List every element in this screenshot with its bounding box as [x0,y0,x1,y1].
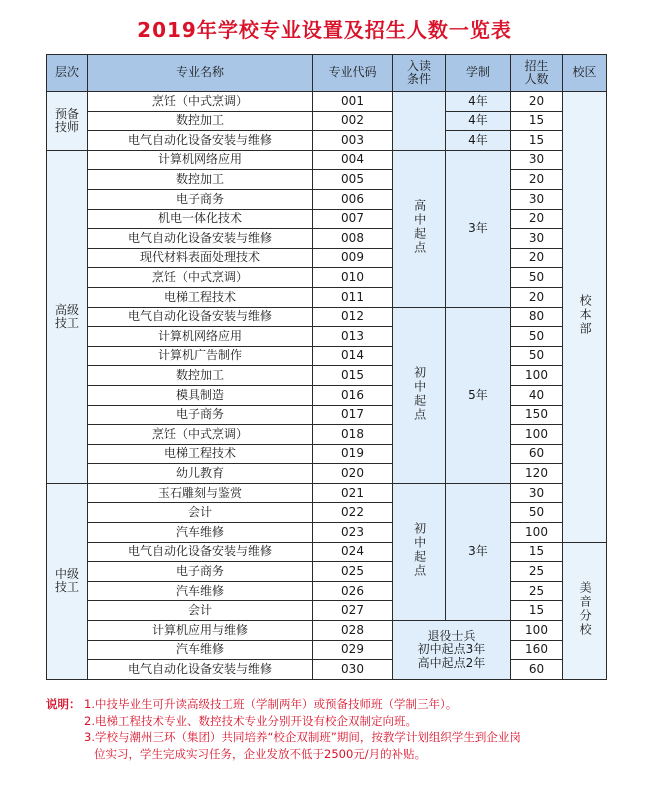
table-row [47,523,607,543]
entry-condition [393,621,511,680]
major-code: 015 [313,366,393,386]
table-row [47,562,607,582]
enrollment-count: 50 [511,327,563,347]
enrollment-count: 20 [511,92,563,112]
major-code: 018 [313,425,393,445]
enrollment-count: 60 [511,660,563,680]
major-name: 电气自动化设备安装与维修 [88,229,313,249]
duration: 3年 [446,483,511,620]
table-row [47,327,607,347]
duration: 4年 [446,111,511,131]
table-row [47,287,607,307]
table-row [47,660,607,680]
table-row [47,405,607,425]
major-code: 006 [313,189,393,209]
enrollment-count: 30 [511,150,563,170]
major-name: 玉石雕刻与鉴赏 [88,483,313,503]
major-name: 汽车维修 [88,523,313,543]
enrollment-count: 160 [511,640,563,660]
header-cap: 招生人数 [511,55,563,92]
table-row [47,385,607,405]
major-code: 023 [313,523,393,543]
header-cond: 入读条件 [393,55,446,92]
header-level: 层次 [47,55,88,92]
major-name: 幼儿教育 [88,464,313,484]
major-code: 022 [313,503,393,523]
entry-condition: 初中起点 [393,483,446,620]
table-row [47,464,607,484]
major-code: 009 [313,248,393,268]
major-name: 电气自动化设备安装与维修 [88,131,313,151]
major-name: 现代材料表面处理技术 [88,248,313,268]
enrollment-count: 25 [511,581,563,601]
notes [46,696,616,763]
table-row [47,346,607,366]
enrollment-count: 20 [511,209,563,229]
enrollment-count: 15 [511,111,563,131]
major-name: 烹饪（中式烹调） [88,268,313,288]
major-name: 烹饪（中式烹调） [88,425,313,445]
major-code: 004 [313,150,393,170]
major-name: 电气自动化设备安装与维修 [88,542,313,562]
veteran-condition-line: 退役士兵 [427,629,476,644]
entry-condition: 高中起点 [393,150,446,307]
enrollment-count: 30 [511,229,563,249]
note-line-3-cont: 位实习，学生完成实习任务，企业发放不低于2500元/月的补贴。 [94,747,427,762]
major-name: 会计 [88,601,313,621]
major-code: 029 [313,640,393,660]
major-code: 001 [313,92,393,112]
entry-condition: 初中起点 [393,307,446,483]
major-name: 电子商务 [88,562,313,582]
major-name: 机电一体化技术 [88,209,313,229]
major-name: 汽车维修 [88,581,313,601]
enrollment-count: 100 [511,425,563,445]
table-row [47,444,607,464]
enrollment-count: 15 [511,601,563,621]
table-row [47,503,607,523]
table-row [47,248,607,268]
enrollment-count: 30 [511,483,563,503]
enrollment-count: 150 [511,405,563,425]
major-code: 026 [313,581,393,601]
page-title: 2019年学校专业设置及招生人数一览表 [137,18,512,42]
enrollment-count: 20 [511,287,563,307]
level-cell: 预备技师 [47,92,88,151]
major-name: 汽车维修 [88,640,313,660]
table-row [47,131,607,151]
enrollment-count: 30 [511,189,563,209]
duration: 4年 [446,131,511,151]
enrollment-count: 20 [511,248,563,268]
enrollment-count: 15 [511,542,563,562]
table-row [47,111,607,131]
major-code: 017 [313,405,393,425]
major-name: 烹饪（中式烹调） [88,92,313,112]
major-code: 021 [313,483,393,503]
notes-label: 说明： [46,697,81,711]
major-code: 010 [313,268,393,288]
campus-cell: 校本部 [563,92,607,543]
table-row [47,601,607,621]
veteran-condition-line: 初中起点3年 [417,642,486,657]
major-name: 模具制造 [88,385,313,405]
major-name: 计算机网络应用 [88,150,313,170]
major-code: 030 [313,660,393,680]
major-name: 数控加工 [88,111,313,131]
entry-condition [393,92,446,151]
enrollment-count: 25 [511,562,563,582]
major-name: 计算机应用与维修 [88,621,313,641]
major-code: 008 [313,229,393,249]
major-name: 数控加工 [88,366,313,386]
table-row [47,366,607,386]
major-code: 003 [313,131,393,151]
table-row [47,425,607,445]
enrollment-count: 50 [511,503,563,523]
major-name: 电梯工程技术 [88,444,313,464]
major-name: 会计 [88,503,313,523]
enrollment-count: 100 [511,366,563,386]
major-code: 011 [313,287,393,307]
major-code: 024 [313,542,393,562]
table-row [47,307,607,327]
major-name: 电气自动化设备安装与维修 [88,307,313,327]
major-name: 电气自动化设备安装与维修 [88,660,313,680]
major-code: 028 [313,621,393,641]
header-campus: 校区 [563,55,607,92]
note-line-3: 3.学校与潮州三环（集团）共同培养“校企双制班”期间，按教学计划组织学生到企业岗 [84,730,521,745]
table-row [47,268,607,288]
header-sys: 学制 [446,55,511,92]
table-row [47,92,607,112]
note-line-2: 2.电梯工程技术专业、数控技术专业分别开设有校企双制定向班。 [84,713,417,728]
major-code: 005 [313,170,393,190]
table-row [47,209,607,229]
veteran-condition-line: 高中起点2年 [417,655,486,670]
enrollment-count: 120 [511,464,563,484]
major-code: 012 [313,307,393,327]
major-name: 计算机广告制作 [88,346,313,366]
table-row [47,229,607,249]
enrollment-count: 100 [511,621,563,641]
table-row [47,621,607,641]
major-code: 013 [313,327,393,347]
table-row [47,483,607,503]
duration: 4年 [446,92,511,112]
major-name: 数控加工 [88,170,313,190]
enrollment-count: 60 [511,444,563,464]
enrollment-table [46,54,607,680]
level-cell: 高级技工 [47,150,88,483]
table-row [47,581,607,601]
table-row [47,150,607,170]
major-name: 电子商务 [88,405,313,425]
header-major: 专业名称 [88,55,313,92]
major-name: 电梯工程技术 [88,287,313,307]
major-code: 014 [313,346,393,366]
table-header-row [47,55,607,92]
major-code: 027 [313,601,393,621]
enrollment-count: 50 [511,346,563,366]
major-code: 025 [313,562,393,582]
table-row [47,542,607,562]
campus-cell: 美音分校 [563,542,607,679]
major-code: 016 [313,385,393,405]
major-code: 002 [313,111,393,131]
enrollment-count: 100 [511,523,563,543]
level-cell: 中级技工 [47,483,88,679]
enrollment-count: 80 [511,307,563,327]
major-code: 020 [313,464,393,484]
major-name: 电子商务 [88,189,313,209]
major-code: 007 [313,209,393,229]
major-code: 019 [313,444,393,464]
table-row [47,640,607,660]
note-line-1: 1.中技毕业生可升读高级技工班（学制两年）或预备技师班（学制三年）。 [84,697,458,711]
table-row [47,189,607,209]
enrollment-count: 20 [511,170,563,190]
enrollment-count: 40 [511,385,563,405]
enrollment-count: 50 [511,268,563,288]
duration: 3年 [446,150,511,307]
enrollment-count: 15 [511,131,563,151]
table-row [47,170,607,190]
header-code: 专业代码 [313,55,393,92]
duration: 5年 [446,307,511,483]
major-name: 计算机网络应用 [88,327,313,347]
